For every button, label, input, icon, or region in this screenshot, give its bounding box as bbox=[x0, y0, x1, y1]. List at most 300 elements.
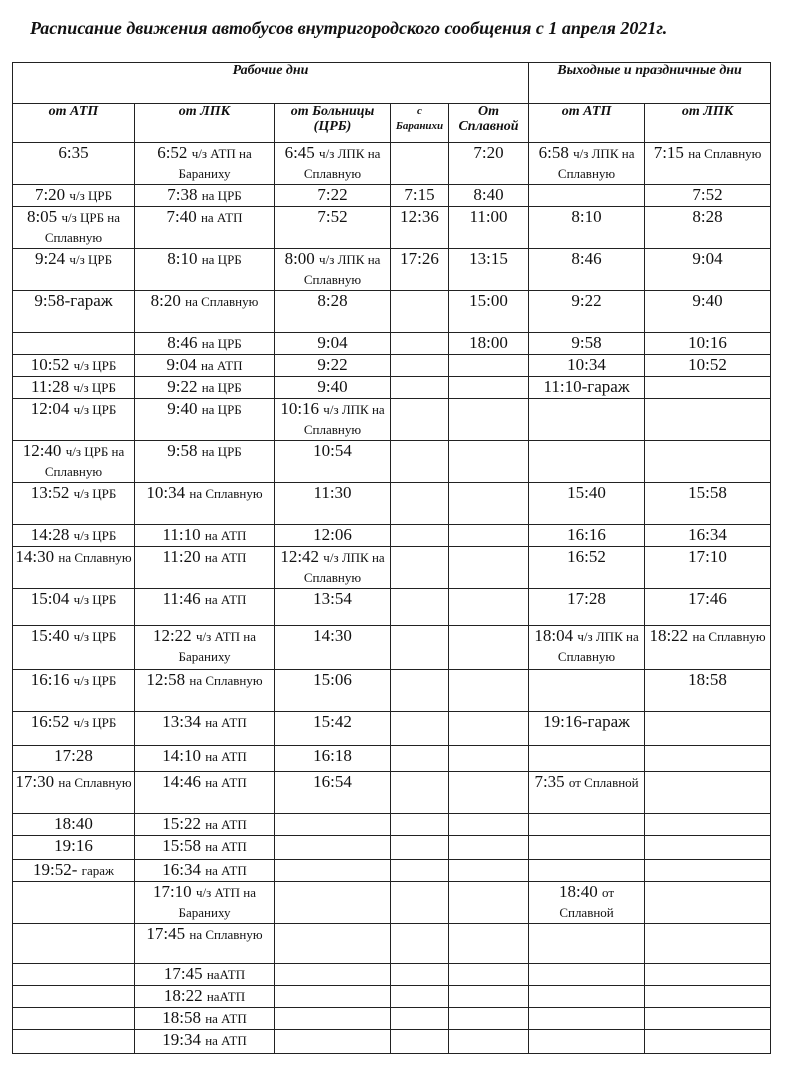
departure-time: 11:30 bbox=[313, 483, 352, 502]
schedule-cell bbox=[275, 964, 391, 986]
route-note: ч/з АТП на Бараниху bbox=[178, 629, 257, 664]
route-note: от Сплавной bbox=[559, 885, 615, 920]
workdays-header: Рабочие дни bbox=[13, 63, 529, 104]
departure-time: 6:45 bbox=[284, 143, 315, 162]
schedule-cell bbox=[391, 814, 449, 836]
table-row bbox=[13, 882, 771, 924]
departure-time: 15:40 bbox=[567, 483, 606, 502]
table-row bbox=[13, 670, 771, 712]
departure-time: 16:34 bbox=[162, 860, 201, 879]
col-header-hospital: от Больницы (ЦРБ) bbox=[275, 104, 391, 143]
schedule-cell bbox=[529, 207, 645, 249]
schedule-cell bbox=[275, 986, 391, 1008]
schedule-cell bbox=[275, 525, 391, 547]
schedule-cell bbox=[275, 333, 391, 355]
schedule-cell bbox=[13, 143, 135, 185]
table-row bbox=[13, 772, 771, 814]
schedule-cell bbox=[449, 860, 529, 882]
table-row bbox=[13, 1030, 771, 1054]
schedule-cell bbox=[275, 860, 391, 882]
departure-time: 9:40 bbox=[167, 399, 198, 418]
schedule-cell bbox=[135, 547, 275, 589]
route-note: на АТП bbox=[204, 592, 247, 607]
departure-time: 6:58 bbox=[538, 143, 569, 162]
schedule-cell bbox=[135, 249, 275, 291]
schedule-cell bbox=[135, 746, 275, 772]
schedule-cell bbox=[135, 860, 275, 882]
schedule-cell bbox=[275, 355, 391, 377]
schedule-cell bbox=[645, 712, 771, 746]
route-note: ч/з ЦРБ bbox=[73, 486, 117, 501]
departure-time: 18:40 bbox=[54, 814, 93, 833]
schedule-cell bbox=[135, 924, 275, 964]
schedule-cell bbox=[391, 441, 449, 483]
route-note: ч/з АТП на Бараниху bbox=[178, 885, 257, 920]
departure-time: 14:30 bbox=[313, 626, 352, 645]
schedule-cell bbox=[529, 355, 645, 377]
schedule-cell bbox=[13, 712, 135, 746]
departure-time: 9:24 bbox=[34, 249, 66, 268]
schedule-cell bbox=[135, 333, 275, 355]
schedule-cell bbox=[391, 399, 449, 441]
schedule-cell bbox=[529, 1008, 645, 1030]
departure-time: 6:52 bbox=[157, 143, 188, 162]
schedule-cell bbox=[645, 860, 771, 882]
schedule-cell bbox=[13, 986, 135, 1008]
departure-time: 9:58 bbox=[571, 333, 602, 352]
schedule-cell bbox=[645, 291, 771, 333]
table-row bbox=[13, 626, 771, 670]
departure-time: 7:52 bbox=[692, 185, 723, 204]
schedule-cell bbox=[449, 626, 529, 670]
table-row bbox=[13, 483, 771, 525]
departure-time: 18:40 bbox=[559, 882, 598, 901]
schedule-cell bbox=[275, 1008, 391, 1030]
departure-time: 9:04 bbox=[317, 333, 348, 352]
schedule-cell bbox=[645, 547, 771, 589]
schedule-cell bbox=[529, 882, 645, 924]
schedule-cell bbox=[135, 377, 275, 399]
schedule-cell bbox=[13, 772, 135, 814]
schedule-cell bbox=[391, 836, 449, 860]
schedule-cell bbox=[645, 355, 771, 377]
departure-time: 13:54 bbox=[313, 589, 352, 608]
departure-time: 18:00 bbox=[469, 333, 508, 352]
departure-time: 9:22 bbox=[317, 355, 348, 374]
departure-time: 15:22 bbox=[162, 814, 201, 833]
schedule-cell bbox=[529, 589, 645, 626]
schedule-cell bbox=[529, 772, 645, 814]
schedule-cell bbox=[391, 626, 449, 670]
schedule-cell bbox=[13, 525, 135, 547]
schedule-cell bbox=[391, 207, 449, 249]
schedule-cell bbox=[275, 249, 391, 291]
departure-time: 10:52 bbox=[688, 355, 727, 374]
route-note: на АТП bbox=[204, 550, 247, 565]
table-row bbox=[13, 924, 771, 964]
departure-time: 12:04 bbox=[30, 399, 70, 418]
schedule-cell bbox=[391, 882, 449, 924]
schedule-cell bbox=[449, 249, 529, 291]
departure-time: 10:34 bbox=[146, 483, 186, 502]
departure-time: 16:54 bbox=[313, 772, 352, 791]
schedule-cell bbox=[645, 882, 771, 924]
table-row bbox=[13, 746, 771, 772]
schedule-cell bbox=[135, 882, 275, 924]
departure-time: 8:46 bbox=[571, 249, 602, 268]
schedule-cell bbox=[391, 986, 449, 1008]
departure-time: 9:58-гараж bbox=[34, 291, 113, 310]
table-row bbox=[13, 814, 771, 836]
schedule-cell bbox=[449, 882, 529, 924]
route-note: на ЦРБ bbox=[201, 336, 242, 351]
schedule-cell bbox=[391, 924, 449, 964]
table-row bbox=[13, 249, 771, 291]
route-note: ч/з ЦРБ на Сплавную bbox=[44, 444, 125, 479]
departure-time: 8:00 bbox=[284, 249, 315, 268]
route-note: на АТП bbox=[205, 817, 247, 832]
departure-time: 7:20 bbox=[34, 185, 66, 204]
schedule-cell bbox=[135, 986, 275, 1008]
table-row bbox=[13, 143, 771, 185]
schedule-cell bbox=[449, 291, 529, 333]
departure-time: 17:45 bbox=[163, 964, 203, 983]
route-note: ч/з АТП на Бараниху bbox=[178, 146, 252, 181]
schedule-cell bbox=[275, 143, 391, 185]
departure-time: 12:22 bbox=[152, 626, 192, 645]
schedule-cell bbox=[275, 377, 391, 399]
departure-time: 15:40 bbox=[30, 626, 70, 645]
schedule-cell bbox=[135, 772, 275, 814]
departure-time: 19:52- bbox=[33, 860, 78, 879]
schedule-cell bbox=[529, 547, 645, 589]
departure-time: 10:16 bbox=[688, 333, 727, 352]
schedule-cell bbox=[13, 670, 135, 712]
schedule-cell bbox=[135, 525, 275, 547]
schedule-cell bbox=[13, 924, 135, 964]
route-note: ч/з ЦРБ bbox=[73, 629, 117, 644]
table-row bbox=[13, 964, 771, 986]
departure-time: 17:26 bbox=[400, 249, 439, 268]
schedule-cell bbox=[275, 882, 391, 924]
schedule-cell bbox=[529, 333, 645, 355]
departure-time: 10:52 bbox=[30, 355, 70, 374]
route-note: ч/з ЦРБ bbox=[73, 673, 117, 688]
departure-time: 16:52 bbox=[567, 547, 606, 566]
schedule-cell bbox=[13, 441, 135, 483]
route-note: на ЦРБ bbox=[201, 402, 242, 417]
schedule-cell bbox=[13, 185, 135, 207]
schedule-cell bbox=[449, 924, 529, 964]
route-note: ч/з ЦРБ bbox=[73, 380, 116, 395]
schedule-cell bbox=[449, 986, 529, 1008]
departure-time: 17:30 bbox=[15, 772, 55, 791]
table-row bbox=[13, 860, 771, 882]
departure-time: 14:28 bbox=[30, 525, 70, 544]
schedule-table bbox=[12, 62, 771, 1054]
col-header-baranikha: с Баранихи bbox=[391, 104, 449, 143]
route-note: ч/з ЛПК на Сплавную bbox=[303, 550, 385, 585]
departure-time: 19:16-гараж bbox=[543, 712, 630, 731]
schedule-cell bbox=[275, 207, 391, 249]
schedule-cell bbox=[645, 249, 771, 291]
schedule-cell bbox=[135, 143, 275, 185]
route-note: на Сплавную bbox=[58, 550, 132, 565]
departure-time: 17:28 bbox=[567, 589, 606, 608]
schedule-cell bbox=[645, 836, 771, 860]
route-note: на АТП bbox=[205, 715, 247, 730]
route-note: на АТП bbox=[205, 1033, 247, 1048]
schedule-cell bbox=[449, 441, 529, 483]
departure-time: 7:22 bbox=[317, 185, 348, 204]
table-row bbox=[13, 1008, 771, 1030]
route-note: на ЦРБ bbox=[201, 380, 242, 395]
schedule-cell bbox=[13, 1008, 135, 1030]
route-note: на Сплавную bbox=[185, 294, 259, 309]
schedule-cell bbox=[645, 525, 771, 547]
schedule-cell bbox=[275, 814, 391, 836]
schedule-cell bbox=[449, 207, 529, 249]
departure-time: 19:34 bbox=[162, 1030, 201, 1049]
route-note: на АТП bbox=[205, 749, 247, 764]
schedule-cell bbox=[13, 746, 135, 772]
schedule-cell bbox=[645, 1008, 771, 1030]
schedule-cell bbox=[135, 670, 275, 712]
departure-time: 11:20 bbox=[162, 547, 201, 566]
table-row bbox=[13, 355, 771, 377]
departure-time: 9:04 bbox=[692, 249, 723, 268]
schedule-cell bbox=[135, 185, 275, 207]
schedule-cell bbox=[13, 626, 135, 670]
route-note: гараж bbox=[81, 863, 114, 878]
departure-time: 16:52 bbox=[30, 712, 70, 731]
route-note: ч/з ЛПК на Сплавную bbox=[303, 146, 381, 181]
col-header-atp: от АТП bbox=[13, 104, 135, 143]
schedule-cell bbox=[135, 291, 275, 333]
departure-time: 9:04 bbox=[166, 355, 197, 374]
schedule-cell bbox=[645, 377, 771, 399]
departure-time: 13:15 bbox=[469, 249, 508, 268]
schedule-cell bbox=[529, 377, 645, 399]
weekends-header: Выходные и праздничные дни bbox=[529, 63, 771, 104]
route-note: ч/з ЦРБ bbox=[73, 715, 117, 730]
schedule-cell bbox=[275, 483, 391, 525]
schedule-cell bbox=[645, 333, 771, 355]
departure-time: 11:10-гараж bbox=[543, 377, 630, 396]
col-header-splavnaya: От Сплавной bbox=[449, 104, 529, 143]
departure-time: 10:34 bbox=[567, 355, 606, 374]
schedule-cell bbox=[13, 1030, 135, 1054]
route-note: ч/з ЦРБ bbox=[73, 528, 117, 543]
schedule-cell bbox=[391, 355, 449, 377]
schedule-cell bbox=[391, 746, 449, 772]
schedule-cell bbox=[645, 670, 771, 712]
schedule-cell bbox=[449, 547, 529, 589]
schedule-cell bbox=[135, 712, 275, 746]
schedule-cell bbox=[135, 355, 275, 377]
col-header-lpk: от ЛПК bbox=[135, 104, 275, 143]
schedule-cell bbox=[275, 291, 391, 333]
schedule-cell bbox=[449, 143, 529, 185]
departure-time: 18:58 bbox=[688, 670, 727, 689]
schedule-cell bbox=[391, 670, 449, 712]
departure-time: 9:58 bbox=[167, 441, 198, 460]
schedule-cell bbox=[275, 399, 391, 441]
departure-time: 12:40 bbox=[22, 441, 62, 460]
departure-time: 8:46 bbox=[167, 333, 198, 352]
schedule-cell bbox=[391, 964, 449, 986]
schedule-cell bbox=[449, 964, 529, 986]
col-header-weekend-lpk: от ЛПК bbox=[645, 104, 771, 143]
schedule-cell bbox=[645, 207, 771, 249]
schedule-cell bbox=[13, 964, 135, 986]
schedule-cell bbox=[135, 836, 275, 860]
departure-time: 15:58 bbox=[162, 836, 201, 855]
schedule-cell bbox=[449, 746, 529, 772]
table-row bbox=[13, 185, 771, 207]
schedule-cell bbox=[645, 1030, 771, 1054]
schedule-cell bbox=[529, 185, 645, 207]
departure-time: 9:22 bbox=[571, 291, 602, 310]
schedule-cell bbox=[529, 670, 645, 712]
schedule-cell bbox=[529, 860, 645, 882]
schedule-cell bbox=[275, 626, 391, 670]
route-note: на ЦРБ bbox=[201, 252, 242, 267]
departure-time: 8:28 bbox=[317, 291, 348, 310]
route-note: на Сплавную bbox=[688, 146, 762, 161]
schedule-cell bbox=[391, 377, 449, 399]
route-note: на Сплавную bbox=[189, 927, 263, 942]
departure-time: 14:10 bbox=[162, 746, 201, 765]
schedule-cell bbox=[13, 377, 135, 399]
schedule-cell bbox=[449, 836, 529, 860]
schedule-cell bbox=[391, 772, 449, 814]
schedule-cell bbox=[275, 712, 391, 746]
schedule-cell bbox=[13, 207, 135, 249]
schedule-cell bbox=[135, 626, 275, 670]
route-note: на АТП bbox=[204, 528, 247, 543]
route-note: ч/з ЦРБ bbox=[69, 188, 113, 203]
schedule-cell bbox=[13, 291, 135, 333]
schedule-cell bbox=[449, 1030, 529, 1054]
route-note: ч/з ЛПК на Сплавную bbox=[303, 402, 385, 437]
departure-time: 16:34 bbox=[688, 525, 727, 544]
route-note: наАТП bbox=[206, 989, 246, 1004]
schedule-cell bbox=[529, 399, 645, 441]
schedule-cell bbox=[135, 441, 275, 483]
route-note: на Сплавную bbox=[189, 486, 263, 501]
schedule-cell bbox=[529, 746, 645, 772]
departure-time: 17:28 bbox=[54, 746, 93, 765]
schedule-cell bbox=[645, 924, 771, 964]
schedule-cell bbox=[391, 291, 449, 333]
route-note: ч/з ЦРБ bbox=[73, 402, 117, 417]
departure-time: 10:54 bbox=[313, 441, 352, 460]
departure-time: 7:35 bbox=[534, 772, 565, 791]
schedule-cell bbox=[13, 589, 135, 626]
schedule-cell bbox=[13, 882, 135, 924]
schedule-cell bbox=[645, 986, 771, 1008]
route-note: ч/з ЦРБ bbox=[73, 592, 117, 607]
departure-time: 17:46 bbox=[688, 589, 727, 608]
table-row bbox=[13, 547, 771, 589]
schedule-cell bbox=[391, 712, 449, 746]
departure-time: 15:42 bbox=[313, 712, 352, 731]
schedule-cell bbox=[13, 547, 135, 589]
departure-time: 15:00 bbox=[469, 291, 508, 310]
route-note: ч/з ЛПК на Сплавную bbox=[557, 146, 635, 181]
departure-time: 11:28 bbox=[31, 377, 70, 396]
route-note: на АТП bbox=[205, 1011, 247, 1026]
departure-time: 12:58 bbox=[146, 670, 186, 689]
schedule-cell bbox=[449, 185, 529, 207]
departure-time: 11:46 bbox=[162, 589, 201, 608]
departure-time: 7:15 bbox=[653, 143, 684, 162]
schedule-cell bbox=[529, 441, 645, 483]
departure-time: 15:04 bbox=[30, 589, 70, 608]
schedule-cell bbox=[529, 712, 645, 746]
departure-time: 18:04 bbox=[534, 626, 574, 645]
departure-time: 7:40 bbox=[166, 207, 197, 226]
schedule-cell bbox=[391, 333, 449, 355]
departure-time: 17:10 bbox=[688, 547, 727, 566]
schedule-cell bbox=[449, 772, 529, 814]
table-row bbox=[13, 291, 771, 333]
schedule-cell bbox=[449, 589, 529, 626]
schedule-cell bbox=[135, 1008, 275, 1030]
departure-time: 7:52 bbox=[317, 207, 348, 226]
schedule-cell bbox=[275, 670, 391, 712]
departure-time: 18:22 bbox=[163, 986, 203, 1005]
schedule-cell bbox=[275, 836, 391, 860]
schedule-cell bbox=[529, 814, 645, 836]
schedule-cell bbox=[275, 746, 391, 772]
schedule-cell bbox=[449, 355, 529, 377]
departure-time: 14:46 bbox=[162, 772, 201, 791]
route-note: на ЦРБ bbox=[201, 188, 242, 203]
departure-time: 16:18 bbox=[313, 746, 352, 765]
route-note: на АТП bbox=[205, 863, 247, 878]
departure-time: 12:06 bbox=[313, 525, 352, 544]
departure-time: 18:58 bbox=[162, 1008, 201, 1027]
route-note: ч/з ЦРБ bbox=[69, 252, 113, 267]
schedule-cell bbox=[13, 333, 135, 355]
departure-time: 6:35 bbox=[58, 143, 89, 162]
departure-time: 15:58 bbox=[688, 483, 727, 502]
departure-time: 18:22 bbox=[649, 626, 689, 645]
departure-time: 8:10 bbox=[571, 207, 602, 226]
departure-time: 14:30 bbox=[15, 547, 55, 566]
schedule-cell bbox=[529, 291, 645, 333]
table-row bbox=[13, 441, 771, 483]
schedule-cell bbox=[275, 772, 391, 814]
schedule-cell bbox=[529, 525, 645, 547]
schedule-cell bbox=[275, 185, 391, 207]
departure-time: 8:20 bbox=[150, 291, 181, 310]
route-note: на Сплавную bbox=[189, 673, 263, 688]
schedule-cell bbox=[391, 249, 449, 291]
route-note: ч/з ЦРБ на Сплавную bbox=[44, 210, 121, 245]
schedule-cell bbox=[13, 399, 135, 441]
table-row bbox=[13, 207, 771, 249]
schedule-cell bbox=[449, 525, 529, 547]
schedule-cell bbox=[391, 547, 449, 589]
schedule-cell bbox=[645, 626, 771, 670]
route-note: на АТП bbox=[200, 210, 243, 225]
departure-time: 17:10 bbox=[152, 882, 192, 901]
schedule-cell bbox=[529, 1030, 645, 1054]
schedule-cell bbox=[275, 441, 391, 483]
